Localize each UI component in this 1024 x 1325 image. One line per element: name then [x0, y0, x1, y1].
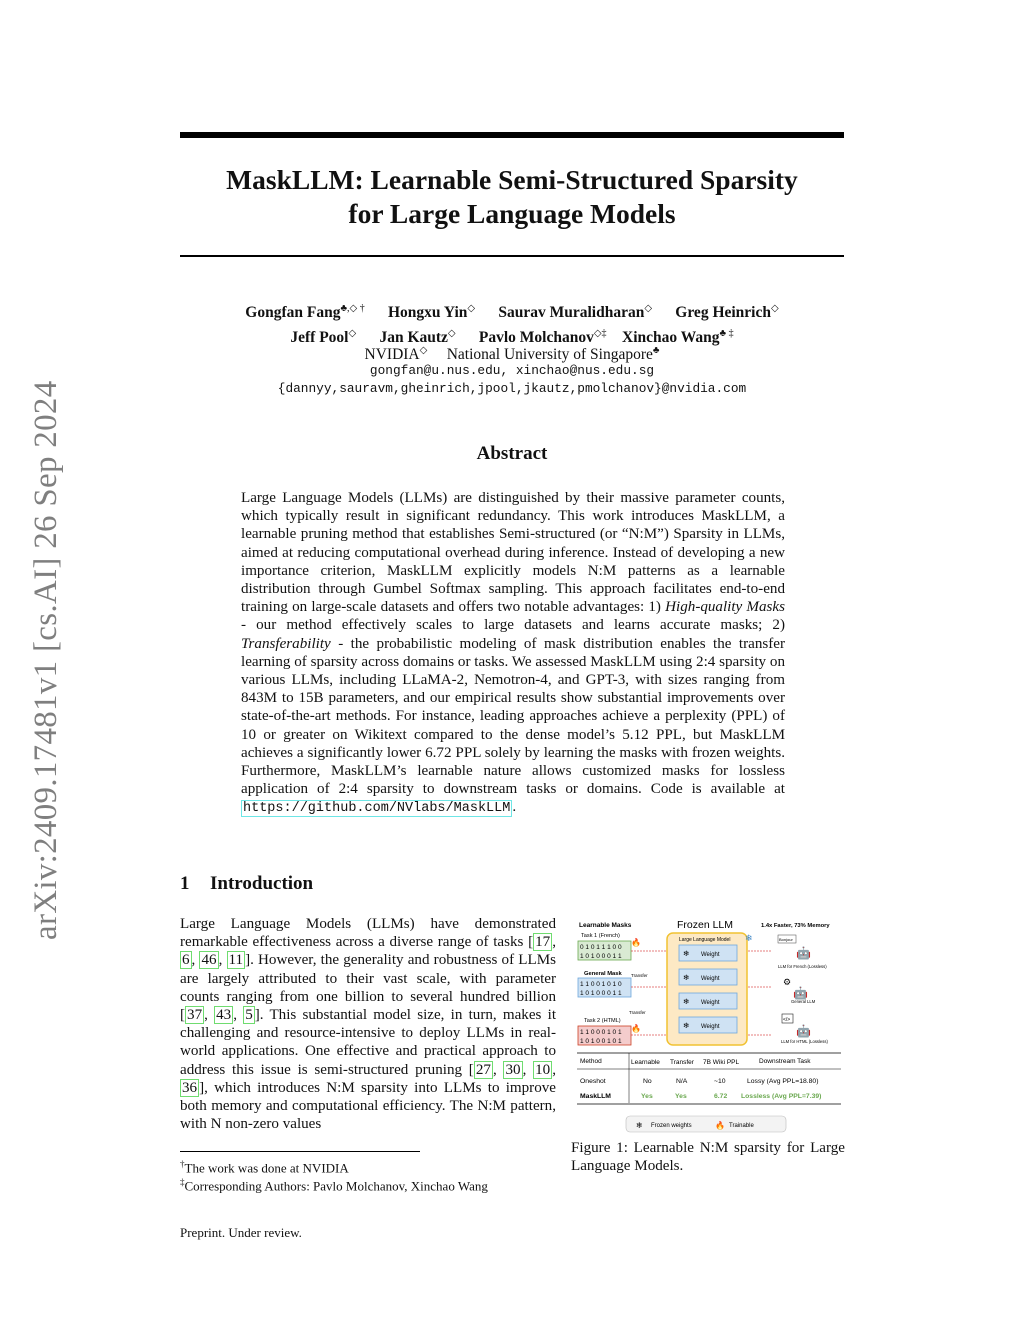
weight-label: Weight	[701, 952, 720, 958]
mask-row: 1 0 1 0 0 0 1 1	[580, 953, 622, 960]
title-line-2: for Large Language Models	[348, 198, 676, 229]
abstract-text: - the probabilistic modeling of mask distribution enables the transfer learning of sparsity across domains or tasks. We assessed MaskLLM using 2:4 sparsity on various LLMs, including LLaMA-2, Nemotron-4, and GPT-3, with sizes ranging from 843M to 15B parameters, and our empirical results show substantial improvements over state-of-the-art methods. For instance, leading approaches achieve a perplexity (PPL) of 10 or greater on Wikitext compared to the dense model’s 5.12 PPL, but MaskLLM achieves a significantly lower 6.72 PPL solely by learning the masks with frozen weights. Furthermore, MaskLLM’s learnable nature allows customized masks for lossless application of 2:4 sparsity to downstream tasks or domains. Code is available at	[241, 635, 785, 798]
robot-icon: 🤖	[796, 946, 811, 960]
mask-row: 1 1 0 0 0 1 0 1	[580, 1029, 622, 1036]
gear-icon: ⚙	[783, 977, 792, 987]
code-icon-glyph: </>	[783, 1017, 791, 1023]
email-line-1: gongfan@u.nus.edu, xinchao@nus.edu.sg	[369, 363, 655, 378]
footnote-mark: ‡	[180, 1177, 185, 1187]
citation-link[interactable]: 6	[182, 952, 190, 969]
mask-connectors	[631, 951, 671, 1035]
author-mark: ◇‡	[593, 328, 607, 340]
author-mark: ◇	[771, 303, 779, 314]
code-link[interactable]: https://github.com/NVlabs/MaskLLM	[243, 801, 511, 817]
intro-text: ], which introduces N:M sparsity into LLMs to improve both memory and computational efficiency. The N:M pattern, with N non-zero values	[180, 1079, 556, 1133]
author-name: Gongfan Fang	[245, 304, 341, 322]
author-mark: ◇	[447, 328, 456, 340]
llm-label: Large Language Model	[679, 937, 731, 943]
fire-icon: 🔥	[631, 1024, 641, 1033]
snowflake-icon: ❄	[745, 933, 753, 943]
citation-link[interactable]: 46	[201, 952, 217, 969]
author-mark: ◇	[467, 303, 476, 314]
abstract-text: Large Language Models (LLMs) are distinguished by their massive parameter counts, which typically result in significant redundancy. This work introduces MaskLLM, a learnable pruning method that establishes Semi-structured (or “N:M”) Sparsity in LLMs, aimed at reducing computational overhead during inference. Instead of developing a new importance criterion, MaskLLM explicitly models N:M patterns as a learnable distribution through Gumbel Softmax sampling. This approach facilitates end-to-end training on large-scale datasets and offers two notable advantages: 1)	[241, 490, 785, 616]
snowflake-icon: ❄	[636, 1121, 643, 1130]
abstract-body	[241, 489, 785, 819]
footnote-2	[180, 1174, 488, 1194]
title-line-1: MaskLLM: Learnable Semi-Structured Sparsity	[226, 164, 798, 195]
bonjour-text: Bonjour	[779, 937, 793, 942]
intro-text: ]. However, the generality and robustness of LLMs are largely attributed to their vast scale, with parameter counts ranging from one billion to several hundred billion [	[180, 952, 557, 1024]
author-name: Hongxu Yin	[387, 304, 468, 322]
table-cell: Lossy (Avg PPL=18.80)	[747, 1078, 819, 1085]
citation-link[interactable]: 5	[245, 1007, 253, 1024]
mask-row: 1 0 1 0 0 0 1 1	[580, 990, 622, 997]
affiliation-mark: ♣	[652, 345, 660, 356]
intro-paragraph: Large Language Models (LLMs) have demonstrated remarkable effectiveness across a diverse range of tasks [ 17 , 6 , 46 , 11 ]. However, the generality and robustness of LLMs are largely attributed to their vast scale, with parameter counts ranging from one billion to several hundred billion [ 37 , 43 , 5 ]. This substantial model size, in turn, makes it challenging and resource-intensive to deploy LLMs in real-world applications. One effective and practical approach to address this issue is semi-structured pruning [ 27 , 30 , 10 , 36 ], which introduces N:M sparsity into LLMs to improve both memory and computational efficiency. The N:M pattern, with N non-zero values	[180, 916, 557, 1133]
citation-link[interactable]: 43	[216, 1007, 232, 1024]
learnable-masks-label: Learnable Masks	[579, 922, 632, 929]
fire-icon: 🔥	[715, 1121, 725, 1130]
citation-link[interactable]: 27	[475, 1061, 491, 1078]
table-cell: MaskLLM	[580, 1093, 611, 1100]
author-name: Saurav Muralidharan	[498, 304, 645, 322]
author-mark: ◇	[644, 303, 653, 314]
affiliation-nvidia: NVIDIA	[364, 346, 420, 364]
footnote-rule	[180, 1151, 420, 1152]
table-header: Downstream Task	[759, 1058, 811, 1065]
author-name: Jan Kautz	[379, 329, 448, 347]
transfer-label-1: Transfer	[631, 973, 648, 978]
table-cell: Yes	[675, 1093, 687, 1100]
table-cell: ~10	[714, 1078, 726, 1085]
frozen-llm-title: Frozen LLM	[677, 919, 734, 931]
mask-row: 1 0 1 0 0 1 0 1	[580, 1038, 622, 1045]
citation-link[interactable]: 36	[182, 1079, 198, 1096]
footnote-mark: †	[180, 1159, 185, 1169]
weight-label: Weight	[701, 1024, 720, 1030]
legend-box	[626, 1116, 786, 1132]
footnote-text: Corresponding Authors: Pavlo Molchanov, Xinchao Wang	[184, 1178, 488, 1194]
title-bottom-rule	[180, 255, 844, 257]
weight-label: Weight	[701, 976, 720, 982]
abstract-text: - our method effectively scales to large datasets and learns accurate masks; 2)	[241, 617, 785, 634]
llm-french-label: LLM for French (Lossless)	[778, 964, 827, 969]
affiliation-nus: National University of Singapore	[446, 346, 653, 364]
paper-title	[180, 163, 844, 231]
snowflake-icon: ❄	[683, 1021, 690, 1030]
section-number: 1	[180, 873, 190, 894]
table-cell: Oneshot	[580, 1078, 606, 1085]
abstract-heading: Abstract	[476, 443, 548, 464]
citation-link[interactable]: 11	[228, 952, 244, 969]
email-line-2: {dannyy,sauravm,gheinrich,jpool,jkautz,pmolchanov}@nvidia.com	[277, 381, 747, 396]
snowflake-icon: ❄	[683, 997, 690, 1006]
arxiv-identifier: arXiv:2409.17481v1 [cs.AI] 26 Sep 2024	[28, 380, 64, 940]
mask-row: 1 1 0 0 1 0 1 0	[580, 981, 622, 988]
author-name: Xinchao Wang	[622, 329, 720, 347]
table-header: Transfer	[670, 1059, 694, 1066]
citation-link[interactable]: 10	[535, 1061, 551, 1078]
author-name: Pavlo Molchanov	[478, 329, 594, 347]
legend-trainable-label: Trainable	[729, 1123, 754, 1129]
table-cell: No	[643, 1078, 652, 1085]
llm-html-label: LLM for HTML (Lossless)	[781, 1039, 828, 1044]
table-cell: Yes	[641, 1093, 653, 1100]
author-name: Greg Heinrich	[675, 304, 771, 322]
table-header: Learnable	[631, 1059, 660, 1066]
figure-caption: Figure 1: Learnable N:M sparsity for Large Language Models.	[571, 1140, 845, 1175]
citation-link[interactable]: 30	[505, 1061, 521, 1078]
mask-row: 0 1 0 1 1 1 0 0	[580, 944, 622, 951]
author-name: Jeff Pool	[290, 329, 349, 347]
general-llm-label: General LLM	[791, 999, 816, 1004]
speed-label: 1.4x Faster, 73% Memory	[761, 923, 830, 929]
figure-1-svg	[571, 913, 844, 1138]
intro-text: ]. This substantial model size, in turn, makes it challenging and resource-intensive to deploy LLMs in real-world applications. One effective and practical approach to address this issue is semi-structured pruning [	[180, 1007, 557, 1078]
table-cell: 6.72	[714, 1093, 728, 1100]
legend-frozen-label: Frozen weights	[651, 1123, 692, 1129]
abstract-emphasis: Transferability	[241, 635, 331, 652]
citation-link[interactable]: 37	[187, 1007, 203, 1024]
preprint-note: Preprint. Under review.	[180, 1225, 302, 1240]
section-heading	[180, 873, 313, 895]
general-mask-label: General Mask	[584, 971, 622, 977]
author-mark: ♣,◇ †	[340, 303, 365, 314]
table-cell: Lossless (Avg PPL=7.39)	[741, 1093, 822, 1100]
task2-label: Task 2 (HTML)	[584, 1018, 621, 1024]
robot-icon: 🤖	[793, 986, 808, 1000]
table-header: Method	[580, 1058, 602, 1065]
section-title: Introduction	[210, 873, 314, 894]
author-mark: ♣ ‡	[719, 328, 734, 340]
footnote-text: The work was done at NVIDIA	[184, 1160, 349, 1176]
figure-1	[571, 913, 844, 1138]
author-line-1	[180, 298, 844, 323]
weight-label: Weight	[701, 1000, 720, 1006]
citation-link[interactable]: 17	[535, 934, 551, 951]
robot-icon: 🤖	[796, 1024, 811, 1038]
abstract-emphasis: High-quality Masks	[665, 599, 785, 616]
table-cell: N/A	[676, 1078, 688, 1085]
affiliation-mark: ◇	[419, 345, 428, 356]
snowflake-icon: ❄	[683, 973, 690, 982]
title-top-rule	[180, 132, 844, 138]
abstract-end: .	[512, 799, 517, 816]
intro-text: Large Language Models (LLMs) have demonstrated remarkable effectiveness across a diverse range of tasks [	[180, 916, 556, 951]
author-mark: ◇	[348, 328, 357, 340]
snowflake-icon: ❄	[683, 949, 690, 958]
transfer-label-2: Transfer	[629, 1010, 646, 1015]
table-header: 7B Wiki PPL	[703, 1059, 740, 1066]
fire-icon: 🔥	[631, 938, 641, 947]
task1-label: Task 1 (French)	[581, 933, 620, 939]
